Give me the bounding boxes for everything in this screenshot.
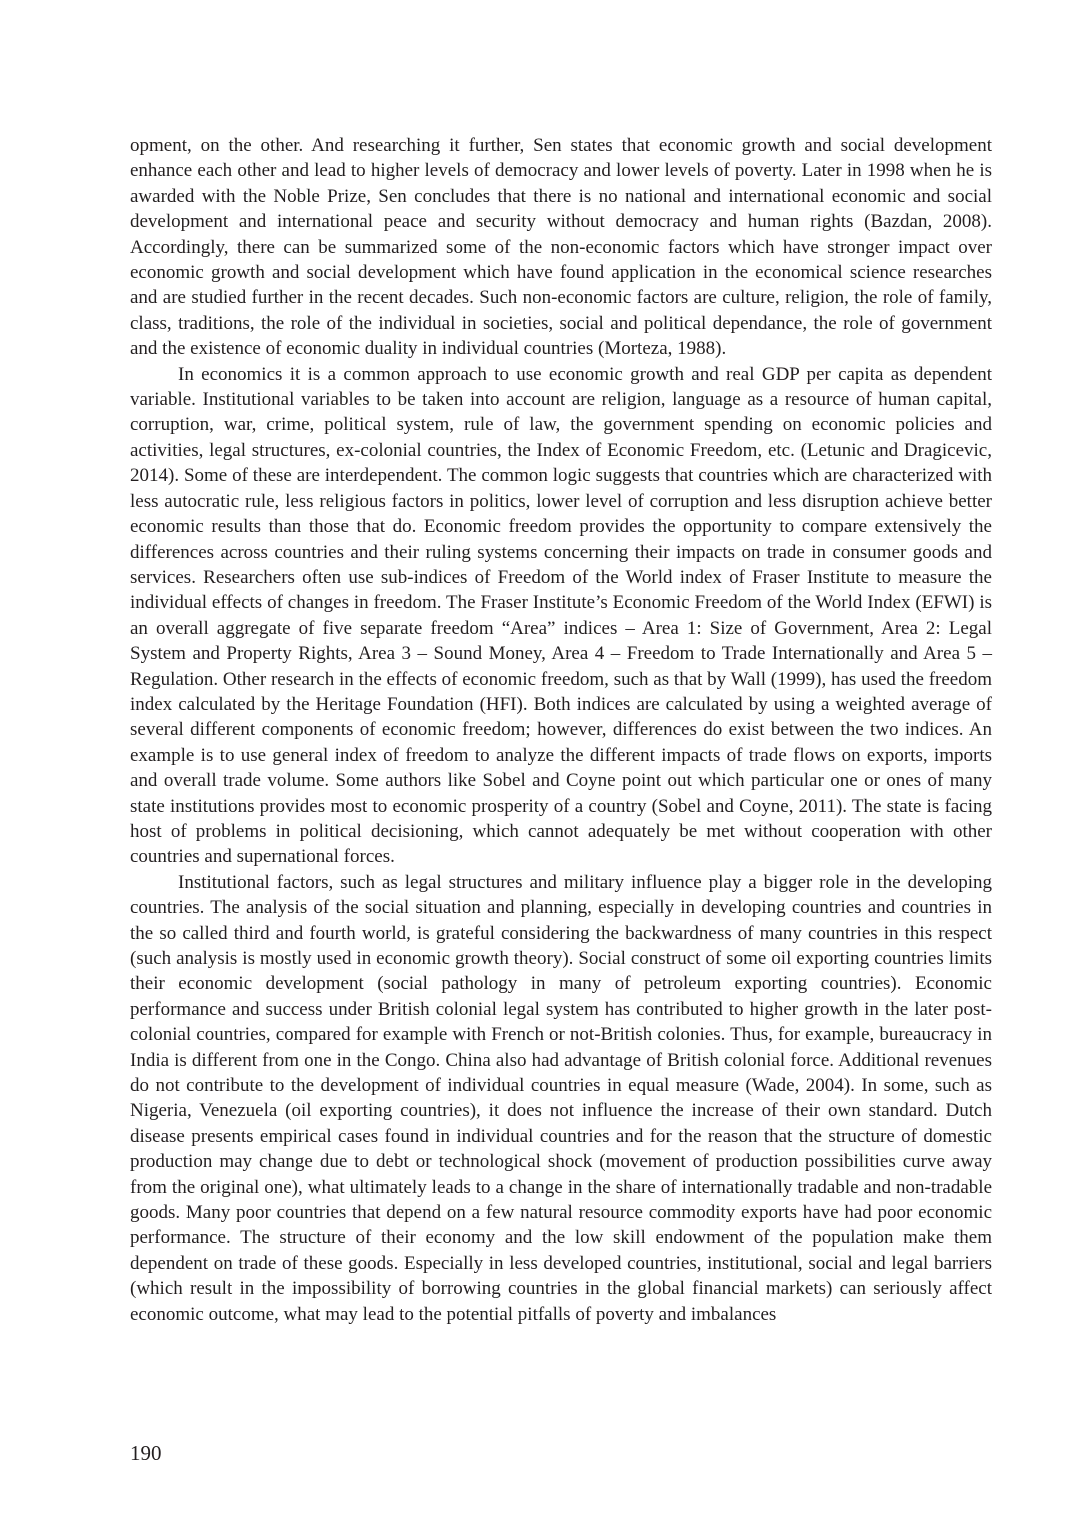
paragraph-economics-approach: In economics it is a common approach to use economic growth and real GDP per capita as dependent variable. Institutional variables to be taken into account are religion, language as a resource of human capital, corruption, war, crime, political system, rule of law, the government spending on economic policies and activities, legal structures, ex-colonial countries, the Index of Economic Freedom, etc. (Letunic and Dragicevic, 2014). Some of these are interdependent. The common logic suggests that countries which are characterized with less autocratic rule, less religious factors in politics, lower level of corruption and less disruption achieve better economic results than those that do. Economic freedom provides the opportunity to compare extensively the differences across countries and their ruling systems concerning their impacts on trade in consumer goods and services. Researchers often use sub-indices of Freedom of the World index of Fraser Institute to measure the individual effects of changes in freedom. The Fraser Institute’s Economic Freedom of the World Index (EFWI) is an overall aggregate of five separate freedom “Area” indices – Area 1: Size of Government, Area 2: Legal System and Property Rights, Area 3 – Sound Money, Area 4 – Freedom to Trade Internationally and Area 5 – Regulation. Other research in the effects of economic freedom, such as that by Wall (1999), has used the freedom index calculated by the Heritage Foundation (HFI). Both indices are calculated by using a weighted average of several different components of economic freedom; however, differences do exist between the two indices. An example is to use general index of freedom to analyze the different impacts of trade flows on exports, imports and overall trade volume. Some authors like Sobel and Coyne point out which particular one or ones of many state institutions provides most to economic prosperity of a country (Sobel and Coyne, 2011). The state is facing host of problems in political decisioning, which cannot adequately be met without cooperation with other countries and supernational forces. (130, 363, 992, 868)
paragraph-continuation: opment, on the other. And researching it further, Sen states that economic growth and social development enhance each other and lead to higher levels of democracy and lower levels of poverty. Later in 1998 when he is awarded with the Noble Prize, Sen concludes that there is no national and international economic and social development and international peace and security without democracy and human rights (Bazdan, 2008). Accordingly, there can be summarized some of the non-economic factors which have stronger impact over economic growth and social development which have found application in the economical science researches and are studied further in the recent decades. Such non-economic factors are culture, religion, the role of family, class, traditions, the role of the individual in societies, social and political dependance, the role of government and the existence of economic duality in individual countries (Morteza, 1988). (130, 135, 992, 360)
page-number: 190 (130, 1441, 162, 1465)
body-text (130, 133, 992, 1327)
paragraph-institutional-factors: Institutional factors, such as legal structures and military influence play a bigger role in the developing countries. The analysis of the social situation and planning, especially in developing countries and countries in the so called third and fourth world, is grateful considering the backwardness of many countries in this respect (such analysis is mostly used in economic growth theory). Social construct of some oil exporting countries limits their economic development (social pathology in many of petroleum exporting countries). Economic performance and success under British colonial legal system has contributed to higher growth in the later post-colonial countries, compared for example with French or not-British colonies. Thus, for example, bureaucracy in India is different from one in the Congo. China also had advantage of British colonial force. Additional revenues do not contribute to the development of individual countries in equal measure (Wade, 2004). In some, such as Nigeria, Venezuela (oil exporting countries), it does not influence the increase of their own standard. Dutch disease presents empirical cases found in individual countries and for the reason that the structure of domestic production may change due to debt or technological shock (movement of production possibilities curve away from the original one), what ultimately leads to a change in the share of internationally tradable and non-tradable goods. Many poor countries that depend on a few natural resource commodity exports have had poor economic performance. The structure of their economy and the low skill endowment of the population make them dependent on trade of these goods. Especially in less developed countries, institutional, social and legal barriers (which result in the impossibility of borrowing countries in the global financial markets) can seriously affect economic outcome, what may lead to the potential pitfalls of poverty and imbalances (130, 871, 992, 1325)
